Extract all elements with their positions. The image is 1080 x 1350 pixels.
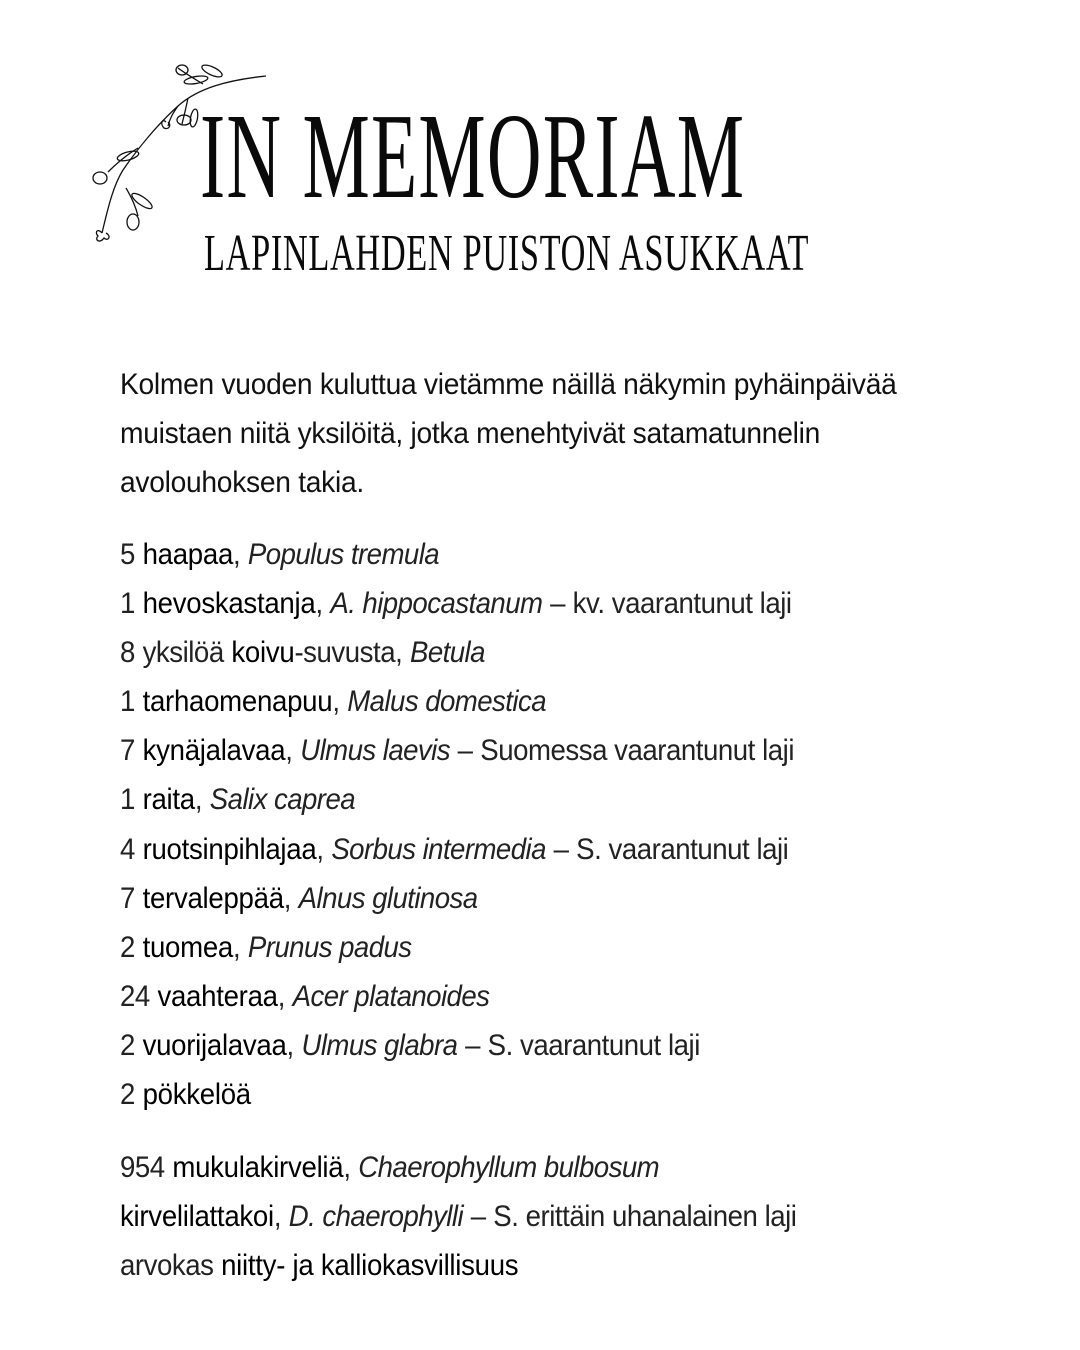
latin-name: Betula bbox=[409, 636, 485, 670]
count: 2 bbox=[120, 1078, 135, 1112]
common-name: tervaleppää bbox=[142, 881, 284, 915]
comma: , bbox=[286, 1028, 294, 1062]
tree-list bbox=[120, 530, 1020, 1119]
dash: – bbox=[465, 1028, 480, 1062]
dash: – bbox=[550, 587, 566, 621]
page-title: IN MEMORIAM bbox=[200, 89, 746, 224]
count: 1 bbox=[120, 587, 135, 621]
list-item bbox=[120, 530, 948, 579]
list-item bbox=[120, 1021, 948, 1070]
latin-name: Salix caprea bbox=[209, 783, 356, 817]
list-item bbox=[120, 1070, 948, 1119]
page-subtitle: LAPINLAHDEN PUISTON ASUKKAAT bbox=[204, 225, 810, 282]
comma: , bbox=[395, 636, 403, 670]
count: 7 bbox=[120, 734, 135, 768]
common-name: raita bbox=[142, 783, 195, 817]
comma: , bbox=[277, 979, 285, 1013]
list-item bbox=[120, 1241, 948, 1290]
list-item bbox=[120, 726, 948, 775]
comma: , bbox=[283, 881, 291, 915]
comma: , bbox=[315, 587, 323, 621]
latin-name: A. hippocastanum bbox=[330, 587, 543, 621]
count: 1 bbox=[120, 783, 135, 817]
common-name: haapaa bbox=[142, 538, 234, 571]
common-name: hevoskastanja bbox=[142, 587, 316, 621]
comma: , bbox=[316, 832, 324, 866]
common-name: vaahteraa bbox=[157, 979, 278, 1013]
comma: , bbox=[194, 783, 203, 817]
list-item bbox=[120, 775, 948, 824]
dash: – bbox=[470, 1200, 486, 1234]
comma: , bbox=[232, 930, 241, 964]
comma: , bbox=[233, 538, 241, 571]
comma: , bbox=[273, 1200, 282, 1234]
count: 2 bbox=[120, 930, 135, 964]
prefix: arvokas bbox=[120, 1249, 214, 1283]
list-item bbox=[120, 1192, 948, 1241]
list-item bbox=[120, 923, 948, 972]
count: 8 bbox=[120, 636, 135, 670]
common-name: tarhaomenapuu bbox=[142, 685, 333, 719]
list-item bbox=[120, 972, 948, 1021]
latin-name: Malus domestica bbox=[347, 685, 547, 719]
common-name: tuomea bbox=[142, 930, 233, 964]
count: 4 bbox=[120, 832, 135, 866]
list-item bbox=[120, 677, 948, 726]
list-item bbox=[120, 874, 948, 923]
common-name: koivu bbox=[231, 636, 295, 670]
common-name: mukulakirveliä bbox=[172, 1151, 344, 1184]
latin-name: Ulmus laevis bbox=[300, 734, 451, 768]
suffix: -suvusta bbox=[294, 636, 396, 670]
count: 24 bbox=[120, 979, 150, 1013]
latin-name: Prunus padus bbox=[247, 930, 412, 964]
list-item bbox=[120, 628, 948, 677]
status-note: kv. vaarantunut laji bbox=[572, 587, 792, 621]
comma: , bbox=[285, 734, 293, 768]
count: 2 bbox=[120, 1028, 135, 1062]
common-name: pökkelöä bbox=[142, 1078, 251, 1112]
latin-name: Chaerophyllum bulbosum bbox=[358, 1151, 660, 1184]
count: 954 bbox=[120, 1151, 165, 1184]
comma: , bbox=[343, 1151, 351, 1184]
status-note: S. erittäin uhanalainen laji bbox=[493, 1200, 797, 1234]
other-species-list bbox=[120, 1143, 1020, 1290]
latin-name: Acer platanoides bbox=[292, 979, 490, 1013]
latin-name: Ulmus glabra bbox=[301, 1028, 458, 1062]
common-name: ruotsinpihlajaa bbox=[142, 832, 317, 866]
intro-paragraph: Kolmen vuoden kuluttua vietämme näillä näkymin pyhäinpäivää muistaen niitä yksilöitä, jotka menehtyivät satamatunnelin avolouhoksen takia. bbox=[120, 368, 897, 499]
latin-name: Populus tremula bbox=[247, 538, 440, 571]
count: 7 bbox=[120, 881, 135, 915]
list-item bbox=[120, 1143, 948, 1192]
dash: – bbox=[553, 832, 569, 866]
count: 1 bbox=[120, 685, 135, 719]
dash: – bbox=[457, 734, 473, 768]
status-note: S. vaarantunut laji bbox=[576, 832, 789, 866]
common-name: kynäjalavaa bbox=[142, 734, 286, 768]
common-name: vuorijalavaa bbox=[142, 1028, 287, 1062]
list-item bbox=[120, 579, 948, 628]
common-name: niitty- ja kalliokasvillisuus bbox=[221, 1249, 519, 1283]
count: 5 bbox=[120, 538, 135, 571]
latin-name: Sorbus intermedia bbox=[331, 832, 546, 866]
status-note: S. vaarantunut laji bbox=[487, 1028, 700, 1062]
status-note: Suomessa vaarantunut laji bbox=[480, 734, 795, 768]
latin-name: D. chaerophylli bbox=[288, 1200, 464, 1234]
latin-name: Alnus glutinosa bbox=[298, 881, 478, 915]
comma: , bbox=[332, 685, 340, 719]
common-name: kirvelilattakoi bbox=[120, 1200, 274, 1234]
prefix: yksilöä bbox=[142, 636, 224, 670]
list-item bbox=[120, 825, 948, 874]
